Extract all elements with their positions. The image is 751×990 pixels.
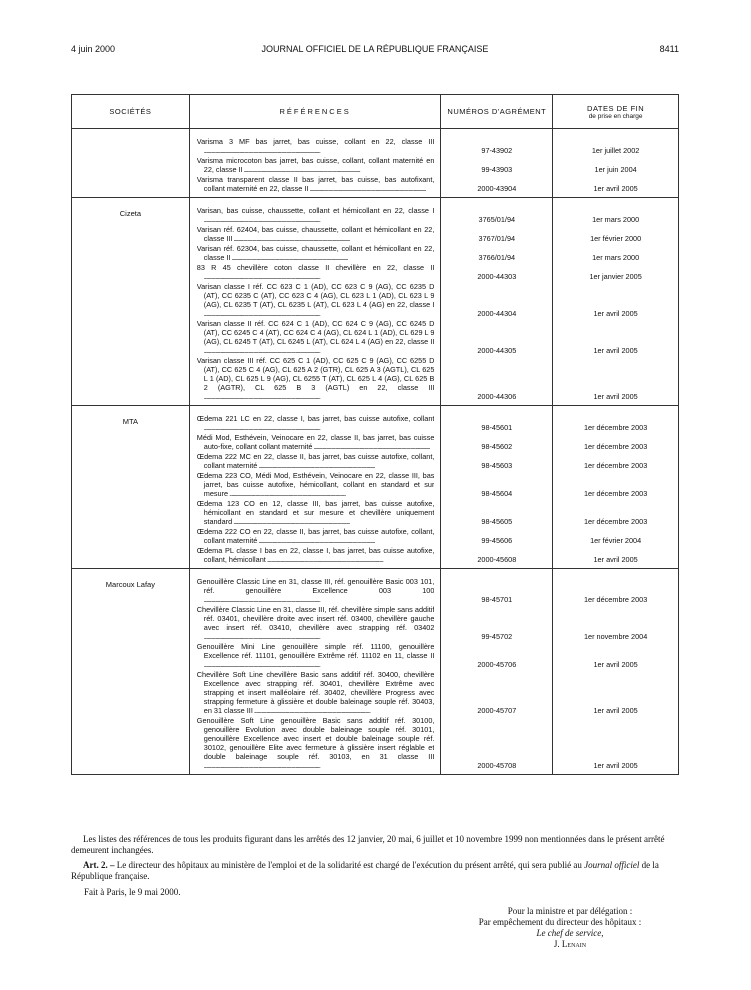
references-cell bbox=[189, 129, 441, 198]
end-date: 1er avril 2005 bbox=[593, 660, 638, 669]
references-cell bbox=[189, 406, 441, 569]
reference-entry bbox=[197, 282, 435, 318]
numbers-cell bbox=[441, 129, 553, 198]
page-header bbox=[71, 44, 679, 58]
end-date: 1er décembre 2003 bbox=[583, 423, 648, 432]
reference-entry bbox=[197, 414, 435, 432]
dates-cell bbox=[553, 406, 679, 569]
reference-text: Chevillère Soft Line chevillère Basic sans additif réf. 30400, chevillère Excellence avec strapping réf. 30401, chevillère Extrême avec strapping et insert malléolaire réf. 30402, chevillère Progress avec strapping fermeture à glissière et double baleinage souple réf. 30403, en 31 classe III ..... bbox=[197, 670, 435, 715]
agreement-number: 98-45602 bbox=[481, 442, 513, 451]
issue-date: 4 juin 2000 bbox=[71, 44, 116, 54]
reference-entry bbox=[197, 137, 435, 155]
done-at: Fait à Paris, le 9 mai 2000. bbox=[84, 887, 181, 897]
reference-entry bbox=[197, 319, 435, 355]
table-row bbox=[72, 129, 679, 198]
reference-text: 83 R 45 chevillère coton classe II chevillère en 22, classe II ..... bbox=[197, 263, 435, 281]
reference-text: Varisan classe I réf. CC 623 C 1 (AD), CC 623 C 9 (AG), CC 6235 D (AT), CC 6235 C (AT), CC 623 C 4 (AG), CL 623 L 1 (AD), CL 623 L 9 (AG), CL 6235 T (AT), CL 6235 L (AT), CL 623 L 4 (AG) en 22, classe I ..... bbox=[197, 282, 435, 318]
table-body bbox=[72, 129, 679, 775]
reference-text: Œdema PL classe I bas en 22, classe I, bas jarret, bas cuisse autofixe, collant, hémicollant ..... bbox=[197, 546, 435, 564]
agreement-number: 3766/01/94 bbox=[478, 253, 516, 262]
end-date: 1er janvier 2005 bbox=[589, 272, 642, 281]
dates-cell bbox=[553, 129, 679, 198]
reference-text: Œdema 221 LC en 22, classe I, bas jarret, bas cuisse autofixe, collant ..... bbox=[197, 414, 435, 432]
col-header-dates-sub: de prise en charge bbox=[588, 112, 643, 120]
numbers-cell bbox=[441, 406, 553, 569]
end-date: 1er juillet 2002 bbox=[591, 146, 640, 155]
col-header-dates bbox=[553, 95, 679, 129]
table-row bbox=[72, 198, 679, 406]
numbers-cell bbox=[441, 198, 553, 406]
end-date: 1er avril 2005 bbox=[593, 309, 638, 318]
agreement-number: 3765/01/94 bbox=[478, 215, 516, 224]
end-date: 1er décembre 2003 bbox=[583, 489, 648, 498]
table-row bbox=[72, 569, 679, 775]
end-date: 1er décembre 2003 bbox=[583, 442, 648, 451]
societe-cell: MTA bbox=[72, 406, 190, 569]
agreement-number: 99-45702 bbox=[481, 632, 513, 641]
end-date: 1er avril 2005 bbox=[593, 761, 638, 770]
reference-text: Médi Mod, Esthévein, Veinocare en 22, classe II, bas jarret, bas cuisse auto-fixe, collant collant maternité ..... bbox=[197, 433, 435, 451]
societe-cell bbox=[72, 129, 190, 198]
reference-text: Varisan réf. 62304, bas cuisse, chaussette, collant et hémicollant en 22, classe II ..... bbox=[197, 244, 435, 262]
signature-block bbox=[460, 906, 680, 950]
end-date: 1er mars 2000 bbox=[592, 215, 640, 224]
table-row bbox=[72, 406, 679, 569]
journal-title: JOURNAL OFFICIEL DE LA RÉPUBLIQUE FRANÇAISE bbox=[261, 44, 489, 54]
reference-text: Varisan réf. 62404, bas cuisse, chaussette, collant et hémicollant en 22, classe III ..... bbox=[197, 225, 435, 243]
reference-text: Œdema 222 CO en 22, classe II, bas jarret, bas cuisse autofixe, collant, collant maternité ..... bbox=[197, 527, 435, 545]
agreement-number: 97-43902 bbox=[481, 146, 513, 155]
end-date: 1er février 2000 bbox=[590, 234, 642, 243]
end-date: 1er décembre 2003 bbox=[583, 517, 648, 526]
end-date: 1er avril 2005 bbox=[593, 392, 638, 401]
agreement-number: 2000-45608 bbox=[477, 555, 517, 564]
reference-text: Œdema 123 CO en 12, classe III, bas jarret, bas cuisse autofixe, hémicollant en standard et sur mesure et chevillère uniquement standard ..... bbox=[197, 499, 435, 526]
signature-line-2: Par empêchement du directeur des hôpitaux : bbox=[478, 917, 642, 927]
col-header-dates-main: DATES DE FIN bbox=[587, 103, 645, 113]
article-text-2: de la République française. bbox=[71, 860, 659, 881]
end-date: 1er avril 2005 bbox=[593, 184, 638, 193]
article-journal: Journal officiel bbox=[584, 860, 640, 870]
end-date: 1er février 2004 bbox=[590, 536, 642, 545]
reference-entry bbox=[197, 206, 435, 224]
reference-text: Œdema 222 MC en 22, classe II, bas jarret, bas cuisse autofixe, collant, collant maternité ..... bbox=[197, 452, 435, 470]
signature-line-3: Le chef de service, bbox=[536, 928, 604, 938]
end-date: 1er mars 2000 bbox=[592, 253, 640, 262]
signature-name: J. Lenain bbox=[553, 939, 587, 949]
end-date: 1er décembre 2003 bbox=[583, 595, 648, 604]
reference-entry bbox=[197, 716, 435, 770]
end-date: 1er avril 2005 bbox=[593, 706, 638, 715]
reference-entry bbox=[197, 471, 435, 498]
reference-text: Varisma 3 MF bas jarret, bas cuisse, collant en 22, classe III ..... bbox=[197, 137, 435, 155]
reference-entry bbox=[197, 605, 435, 641]
reference-entry bbox=[197, 356, 435, 401]
reference-text: Genouillère Classic Line en 31, classe III, réf. genouillère Basic 003 101, réf. genouillère Excellence 003 100 ..... bbox=[197, 577, 435, 604]
agreement-number: 2000-45707 bbox=[477, 706, 517, 715]
end-date: 1er avril 2005 bbox=[593, 555, 638, 564]
col-header-numeros: NUMÉROS D'AGRÉMENT bbox=[441, 95, 553, 129]
reference-entry bbox=[197, 577, 435, 604]
reference-entry bbox=[197, 670, 435, 715]
agreement-number: 2000-45706 bbox=[477, 660, 517, 669]
agreement-number: 2000-44304 bbox=[477, 309, 517, 318]
agreement-number: 99-45606 bbox=[481, 536, 513, 545]
agreement-table bbox=[71, 94, 679, 775]
agreement-number: 2000-44305 bbox=[477, 346, 517, 355]
reference-text: Genouillère Mini Line genouillère simple réf. 11100, genouillère Excellence réf. 11101, genouillère Extrême réf. 11102 en 11, classe II ..... bbox=[197, 642, 435, 669]
page-number: 8411 bbox=[659, 44, 679, 54]
agreement-number: 98-45605 bbox=[481, 517, 513, 526]
reference-entry bbox=[197, 156, 435, 174]
reference-entry bbox=[197, 263, 435, 281]
agreement-number: 98-45604 bbox=[481, 489, 513, 498]
article-text-1: Le directeur des hôpitaux au ministère de l'emploi et de la solidarité est chargé de l'exécution du présent arrêté, qui sera publié au bbox=[114, 860, 585, 870]
reference-text: Chevillère Classic Line en 31, classe III, réf. chevillère simple sans additif réf. 03401, chevillère droite avec insert réf. 03400, chevillère gauche avec insert réf. 03410, chevillère avec strapping réf. 03402 ..... bbox=[197, 605, 435, 641]
end-date: 1er décembre 2003 bbox=[583, 461, 648, 470]
reference-text: Varisan classe II réf. CC 624 C 1 (AD), CC 624 C 9 (AG), CC 6245 D (AT), CC 6245 C 4 (AT), CC 624 C 4 (AG), CL 624 L 1 (AD), CL 629 L 9 (AG), CL 6245 T (AT), CL 6245 L (AT), CL 624 L 4 (AG) en 22, classe II ..... bbox=[197, 319, 435, 355]
end-date: 1er avril 2005 bbox=[593, 346, 638, 355]
agreement-number: 99-43903 bbox=[481, 165, 513, 174]
reference-entry bbox=[197, 452, 435, 470]
numbers-cell bbox=[441, 569, 553, 775]
reference-entry bbox=[197, 527, 435, 545]
agreement-number: 3767/01/94 bbox=[478, 234, 516, 243]
end-date: 1er juin 2004 bbox=[594, 165, 637, 174]
footer-paragraph: Les listes des références de tous les produits figurant dans les arrêtés des 12 janvier, 20 mai, 6 juillet et 10 novembre 1999 non mentionnées dans le présent arrêté demeurent inchangées. bbox=[71, 834, 665, 855]
agreement-number: 2000-44303 bbox=[477, 272, 517, 281]
societe-cell: Cizeta bbox=[72, 198, 190, 406]
reference-text: Varisma transparent classe II bas jarret, bas cuisse, bas autofixant, collant maternité en 22, classe II ..... bbox=[197, 175, 435, 193]
reference-entry bbox=[197, 546, 435, 564]
agreement-number: 98-45701 bbox=[481, 595, 513, 604]
agreement-number: 98-45601 bbox=[481, 423, 513, 432]
col-header-societes: SOCIÉTÉS bbox=[72, 95, 190, 129]
reference-entry bbox=[197, 244, 435, 262]
reference-entry bbox=[197, 499, 435, 526]
references-cell bbox=[189, 569, 441, 775]
article-label: Art. 2. – bbox=[83, 860, 115, 870]
reference-text: Varisan classe III réf. CC 625 C 1 (AD), CC 625 C 9 (AG), CC 6255 D (AT), CC 625 C 4 (AG), CL 625 A 2 (GTR), CL 625 A 3 (AGTL), CL 625 L 1 (AD), CL 625 L 9 (AG), CL 6255 T (AT), CL 625 L 4 (AG), CL 625 B 2 (AGTR), CL 625 B 3 (AGTL) en 22, classe III ..... bbox=[197, 356, 435, 401]
reference-text: Œdema 223 CO, Médi Mod, Esthévein, Veinocare en 22, classe III, bas jarret, bas cuisse autofixe, hémicollant, collant en standard et sur mesure ..... bbox=[197, 471, 435, 498]
dates-cell bbox=[553, 198, 679, 406]
signature-line-1: Pour la ministre et par délégation : bbox=[507, 906, 633, 916]
col-header-references: RÉFÉRENCES bbox=[189, 95, 441, 129]
dates-cell bbox=[553, 569, 679, 775]
agreement-number: 2000-44306 bbox=[477, 392, 517, 401]
agreement-number: 2000-43904 bbox=[477, 184, 517, 193]
reference-entry bbox=[197, 175, 435, 193]
end-date: 1er novembre 2004 bbox=[583, 632, 648, 641]
agreement-number: 98-45603 bbox=[481, 461, 513, 470]
reference-text: Genouillère Soft Line genouillère Basic sans additif réf. 30100, genouillère Evolution avec double baleinage souple réf. 30101, genouillère Excellence avec insert et double baleinage souple réf. 30102, genouillère Elite avec fermeture à glissière insert réglable et double baleinage souple réf. 30103, en 31 classe III ..... bbox=[197, 716, 435, 770]
societe-cell: Marcoux Lafay bbox=[72, 569, 190, 775]
reference-entry bbox=[197, 642, 435, 669]
reference-text: Varisan, bas cuisse, chaussette, collant et hémicollant en 22, classe I ..... bbox=[197, 206, 435, 224]
reference-entry bbox=[197, 433, 435, 451]
article-2 bbox=[71, 860, 679, 882]
reference-text: Varisma microcoton bas jarret, bas cuisse, collant, collant maternité en 22, classe II ..... bbox=[197, 156, 435, 174]
reference-entry bbox=[197, 225, 435, 243]
agreement-number: 2000-45708 bbox=[477, 761, 517, 770]
references-cell bbox=[189, 198, 441, 406]
